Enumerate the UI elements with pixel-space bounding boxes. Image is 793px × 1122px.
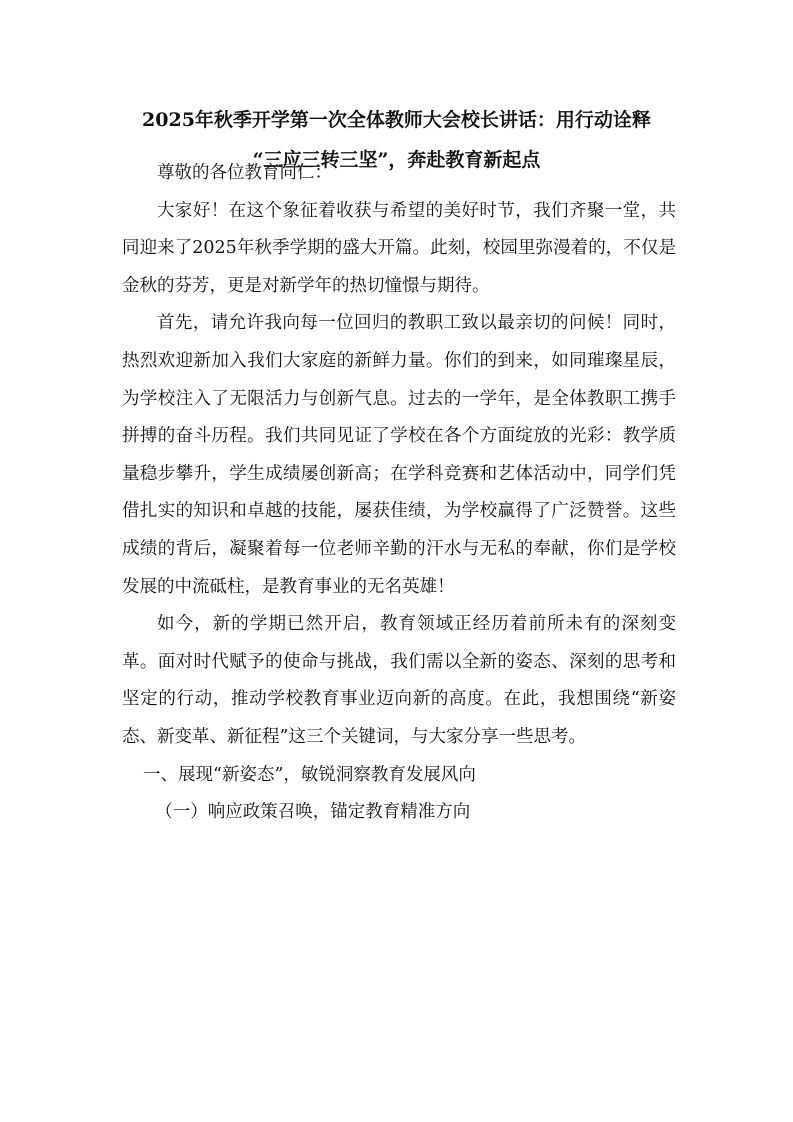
section-heading-1: 一、展现“新姿态”，敏锐洞察教育发展风向 [143, 764, 476, 785]
paragraph-3: 如今，新的学期已然开启，教育领域正经历着前所未有的深刻变革。面对时代赋予的使命与挑战，我们需以全新的姿态、深刻的思考和坚定的行动，推动学校教育事业迈向新的高度。在此，我想围绕“新姿态、新变革、新征程”这三个关键词，与大家分享一些思考。 [122, 614, 676, 747]
paragraph-2: 首先，请允许我向每一位回归的教职工致以最亲切的问候！同时，热烈欢迎新加入我们大家庭的新鲜力量。你们的到来，如同璀璨星辰，为学校注入了无限活力与创新气息。过去的一学年，是全体教职工携手拼搏的奋斗历程。我们共同见证了学校在各个方面绽放的光彩：教学质量稳步攀升，学生成绩屡创新高；在学科竞赛和艺体活动中，同学们凭借扎实的知识和卓越的技能，屡获佳绩，为学校赢得了广泛赞誉。这些成绩的背后，凝聚着每一位老师辛勤的汗水与无私的奉献，你们是学校发展的中流砥柱，是教育事业的无名英雄！ [122, 313, 676, 597]
document-body [122, 155, 676, 832]
subsection-heading-1: （一）响应政策召唤，锚定教育精准方向 [155, 802, 471, 823]
document-title-line-1: 2025年秋季开学第一次全体教师大会校长讲话：用行动诠释 [142, 109, 651, 131]
paragraph-1: 大家好！在这个象征着收获与希望的美好时节，我们齐聚一堂，共同迎来了2025年秋季学期的盛大开篇。此刻，校园里弥漫着的，不仅是金秋的芬芳，更是对新学年的热切憧憬与期待。 [122, 200, 676, 296]
document-title-line-2: “三应三转三坚”，奔赴教育新起点 [252, 149, 541, 171]
greeting: 尊敬的各位教育同仁： [157, 163, 332, 183]
